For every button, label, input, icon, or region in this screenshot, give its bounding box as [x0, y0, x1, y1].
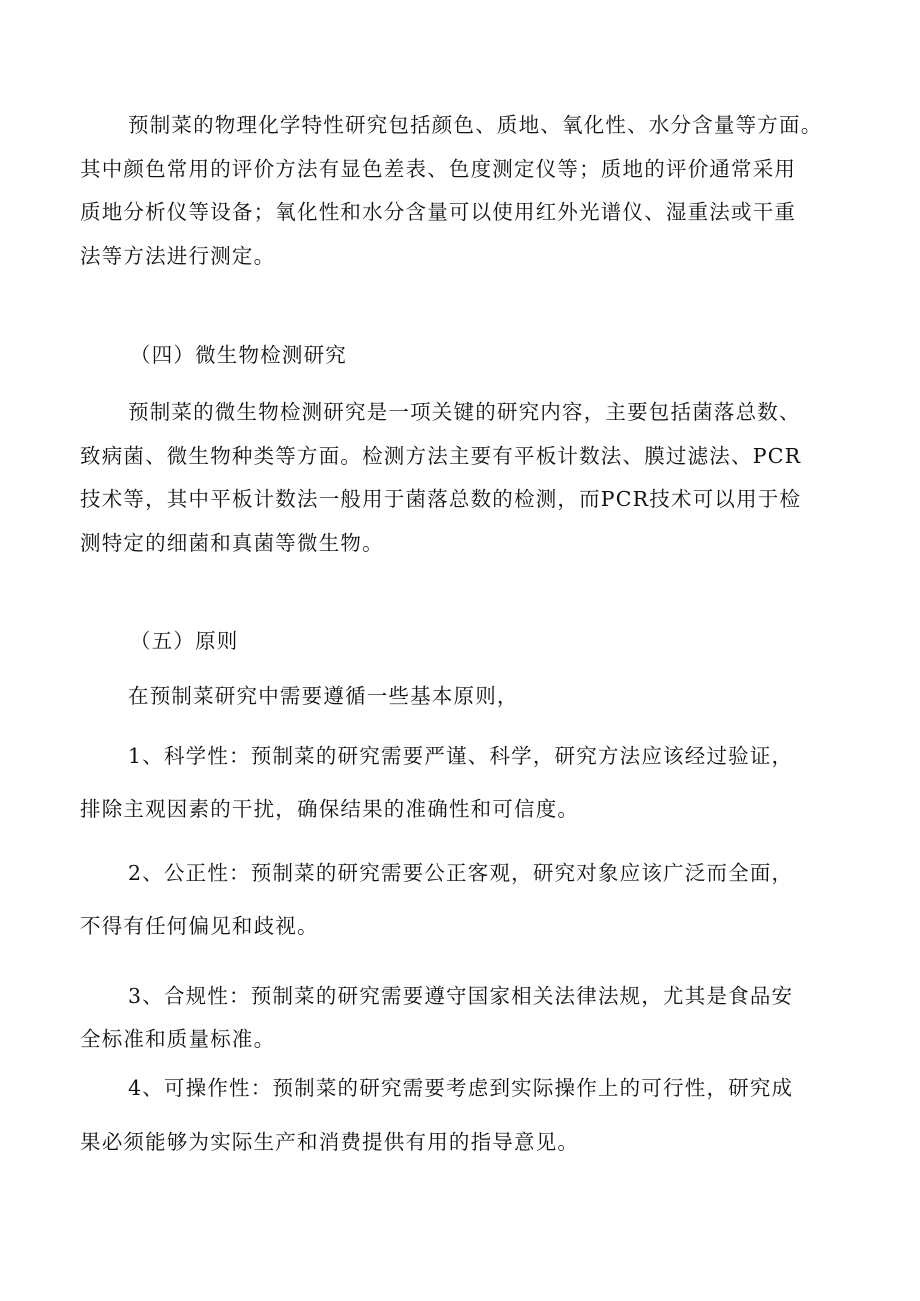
paragraph-line: 预制菜的微生物检测研究是一项关键的研究内容，主要包括菌落总数、	[128, 400, 801, 424]
paragraph-line: 技术等，其中平板计数法一般用于菌落总数的检测，而PCR技术可以用于检	[80, 487, 802, 511]
paragraph-line: 4、可操作性：预制菜的研究需要考虑到实际操作上的可行性，研究成	[128, 1076, 794, 1100]
paragraph-line: 预制菜的物理化学特性研究包括颜色、质地、氧化性、水分含量等方面。	[128, 113, 823, 137]
paragraph-line: 不得有任何偏见和歧视。	[80, 913, 319, 938]
paragraph-physicochemical	[80, 115, 842, 266]
paragraph-line: 在预制菜研究中需要遵循一些基本原则，	[128, 684, 519, 708]
paragraph-line: 3、合规性：预制菜的研究需要遵守国家相关法律法规，尤其是食品安	[128, 984, 794, 1008]
paragraph-microbial-testing	[80, 402, 842, 553]
paragraph-line: 果必须能够为实际生产和消费提供有用的指导意见。	[80, 1129, 580, 1154]
section-heading-microbial-testing: （四）微生物检测研究	[130, 343, 347, 367]
section-heading-principles: （五）原则	[130, 629, 239, 653]
paragraph-line: 测特定的细菌和真菌等微生物。	[80, 530, 384, 555]
paragraph-line: 1、科学性：预制菜的研究需要严谨、科学，研究方法应该经过验证，	[128, 744, 794, 768]
paragraph-line: 其中颜色常用的评价方法有显色差表、色度测定仪等；质地的评价通常采用	[80, 156, 797, 181]
paragraph-line: 全标准和质量标准。	[80, 1026, 276, 1051]
paragraph-principle-scientific	[80, 746, 842, 819]
paragraph-line: 质地分析仪等设备；氧化性和水分含量可以使用红外光谱仪、湿重法或干重	[80, 200, 797, 224]
paragraph-principle-compliance	[80, 986, 842, 1049]
paragraph-principle-impartial	[80, 863, 842, 936]
paragraph-line: 排除主观因素的干扰，确保结果的准确性和可信度。	[80, 796, 580, 821]
paragraph-line: 法等方法进行测定。	[80, 243, 276, 268]
paragraph-principle-operability	[80, 1078, 842, 1152]
paragraph-line: 致病菌、微生物种类等方面。检测方法主要有平板计数法、膜过滤法、PCR	[80, 443, 802, 468]
paragraph-principles-intro	[80, 686, 842, 707]
paragraph-line: 2、公正性：预制菜的研究需要公正客观，研究对象应该广泛而全面，	[128, 861, 794, 885]
